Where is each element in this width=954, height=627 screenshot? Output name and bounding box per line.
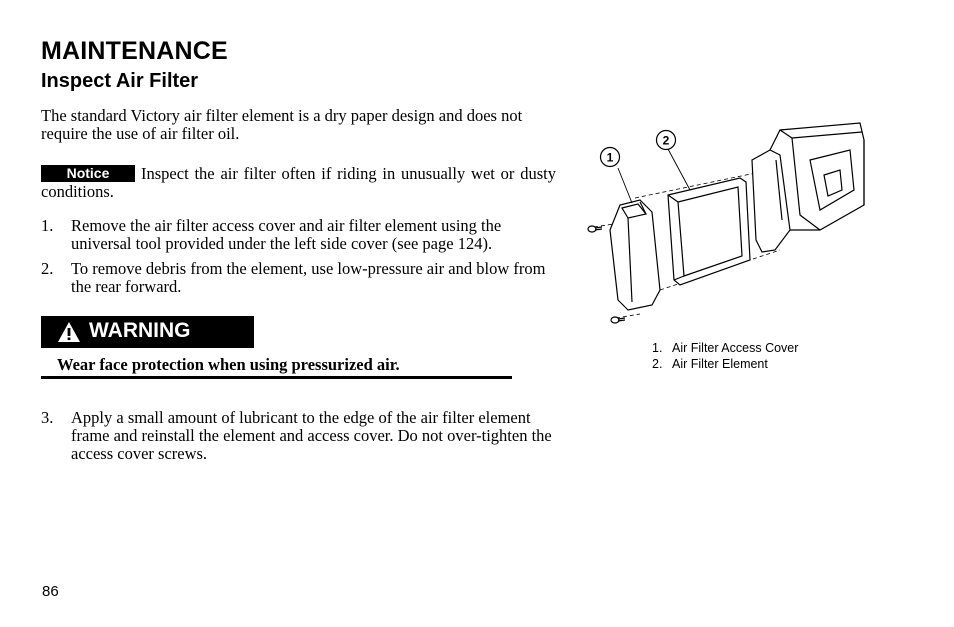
step-text: To remove debris from the element, use low-pressure air and blow from the rear forward. [71, 259, 546, 296]
access-cover-icon [610, 200, 660, 310]
step-number: 1. [41, 216, 54, 235]
caption-number: 1. [652, 341, 663, 355]
step-text: Apply a small amount of lubricant to the edge of the air filter element frame and reinstall the element and access cover. Do not over-tighten the access cover screws. [71, 408, 552, 463]
callout-2 [657, 131, 676, 150]
section-title: MAINTENANCE [41, 37, 228, 65]
step-number: 2. [41, 259, 54, 278]
caption-text: Air Filter Access Cover [672, 341, 799, 355]
notice-text: Inspect the air filter often if riding in unusually wet or dusty conditions. [41, 164, 556, 201]
step-text: Remove the air filter access cover and air filter element using the universal tool provided under the left side cover (see page 124). [71, 216, 502, 253]
caption-text: Air Filter Element [672, 357, 768, 371]
notice-badge: Notice [41, 165, 135, 182]
callout-2-label: 2 [662, 133, 670, 148]
step-number: 3. [41, 408, 54, 427]
page-title: Inspect Air Filter [41, 70, 199, 92]
screw-lower-icon [611, 317, 625, 323]
notice-paragraph [41, 165, 556, 201]
page-number: 86 [42, 583, 59, 600]
warning-triangle-icon [57, 321, 81, 343]
caption-number: 2. [652, 357, 663, 371]
caption-item [652, 340, 798, 356]
filter-element-icon [668, 178, 750, 285]
screw-upper-icon [588, 226, 602, 232]
warning-label: WARNING [89, 319, 191, 342]
callout-1-label: 1 [606, 150, 614, 165]
air-filter-diagram [580, 120, 870, 335]
caption-item [652, 356, 798, 372]
intro-paragraph: The standard Victory air filter element is a dry paper design and does not require the use of air filter oil. [41, 106, 523, 143]
warning-banner [41, 316, 254, 348]
airbox-housing-icon [752, 123, 864, 252]
figure-captions [652, 340, 798, 372]
warning-text: Wear face protection when using pressurized air. [57, 355, 400, 374]
callout-1 [601, 148, 620, 167]
warning-divider [41, 376, 512, 379]
